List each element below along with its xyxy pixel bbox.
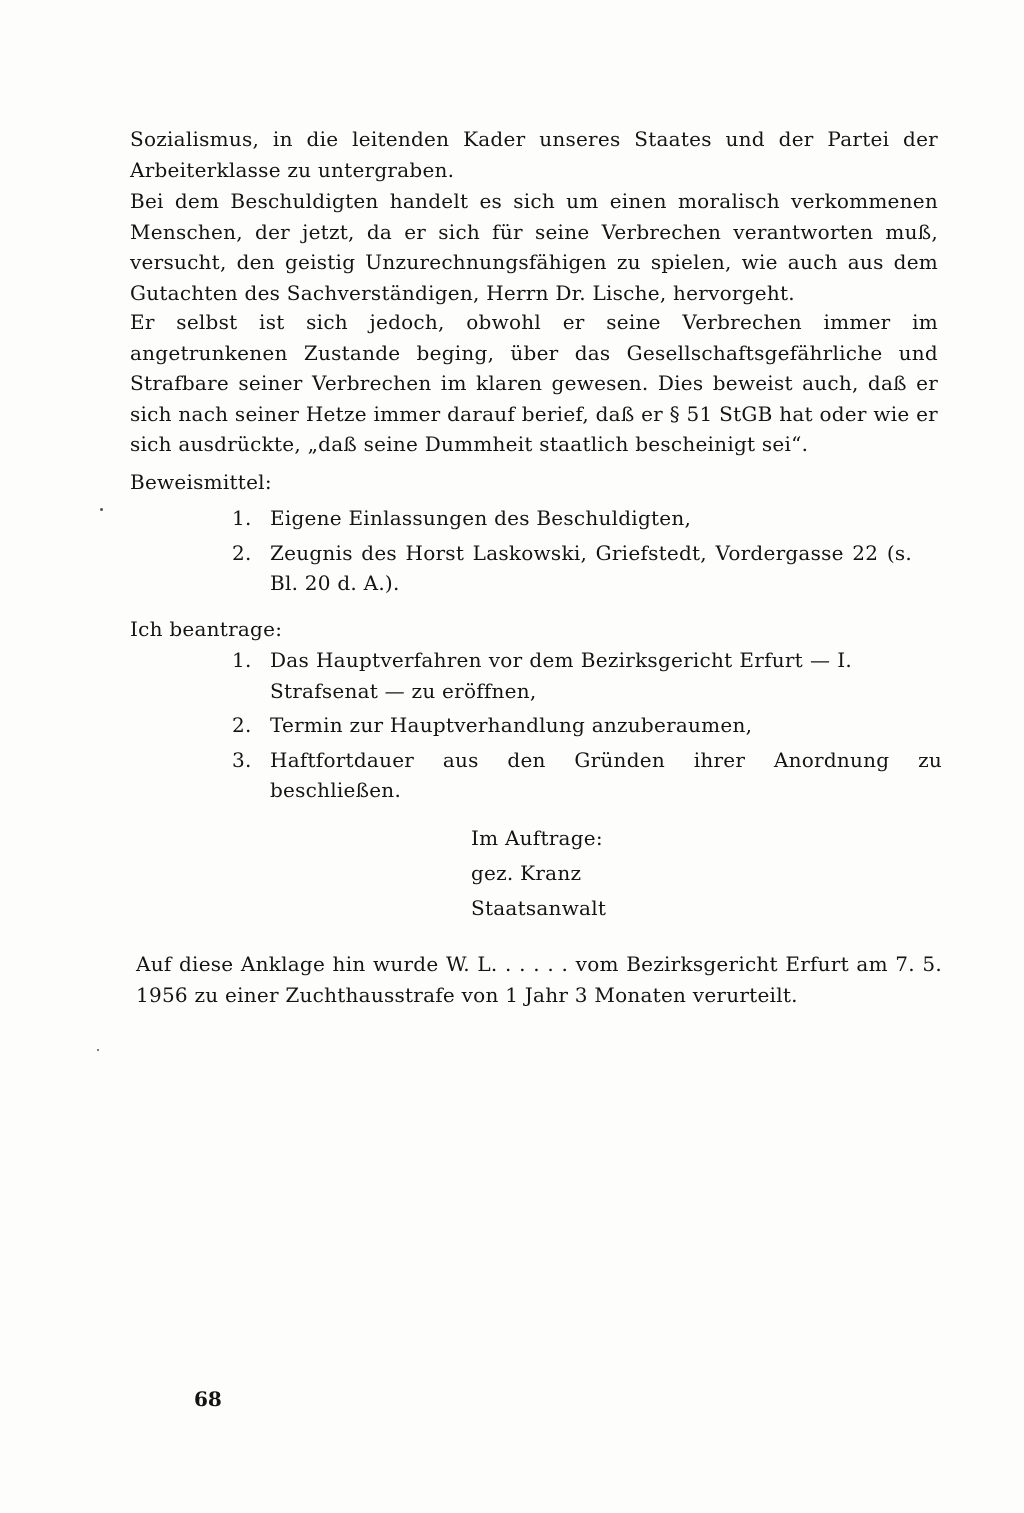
paragraph-1 — [130, 124, 938, 185]
scan-speck — [100, 508, 103, 511]
list-item-number: 1. — [232, 506, 252, 530]
signature-block — [471, 821, 606, 926]
list-item-number: 3. — [232, 747, 252, 772]
list-item-number: 2. — [232, 540, 252, 565]
list-item — [232, 745, 942, 806]
paragraph-3-text: Er selbst ist sich jedoch, obwohl er seine Verbrechen immer im angetrunkenen Zustande beging, über das Gesellschaftsgefährliche und Strafbare seiner Verbrechen im klaren gewesen. Dies beweist auch, daß er sich nach seiner Hetze immer darauf berief, daß er § 51 StGB hat oder wie er sich ausdrückte, „daß seine Dummheit staatlich bescheinigt sei“. — [130, 310, 938, 456]
list-item — [232, 503, 942, 534]
signature-mandate: Im Auftrage: — [471, 826, 603, 850]
signature-title: Staatsanwalt — [471, 896, 607, 920]
signature-name: gez. Kranz — [471, 861, 582, 885]
evidence-list — [232, 503, 942, 599]
closing-paragraph: Auf diese Anklage hin wurde W. L. . . . . . vom Bezirksgericht Erfurt am 7. 5. 1956 zu einer Zuchthausstrafe von 1 Jahr 3 Monaten verurteilt. — [136, 952, 942, 1007]
motions-heading: Ich beantrage: — [130, 617, 283, 641]
list-item — [232, 645, 942, 706]
list-item-text: Termin zur Hauptverhandlung anzuberaumen, — [270, 713, 753, 737]
page-number: 68 — [194, 1387, 222, 1411]
list-item-text: Haftfortdauer aus den Gründen ihrer Anordnung zu beschließen. — [270, 747, 942, 802]
list-item-number: 1. — [232, 648, 252, 672]
paragraph-2-text: Bei dem Beschuldigten handelt es sich um einen moralisch verkommenen Menschen, der jetzt, da er sich für seine Verbrechen verantworten muß, versucht, den geistig Unzurechnungsfähigen zu spielen, wie auch aus dem Gutachten des Sachverständigen, Herrn Dr. Lische, hervorgeht. — [130, 189, 938, 305]
motions-list — [232, 645, 942, 806]
list-item — [232, 710, 942, 741]
scan-speck — [97, 1049, 99, 1051]
list-item-text: Das Hauptverfahren vor dem Bezirksgericht Erfurt — I. Strafsenat — zu eröffnen, — [270, 648, 852, 703]
paragraph-1-text: Sozialismus, in die leitenden Kader unseres Staates und der Partei der Arbeiterklasse zu untergraben. — [130, 127, 938, 182]
evidence-heading: Beweismittel: — [130, 470, 272, 494]
list-item-text: Zeugnis des Horst Laskowski, Griefstedt, Vordergasse 22 (s. Bl. 20 d. A.). — [270, 540, 912, 595]
list-item — [232, 538, 942, 599]
paragraph-3 — [130, 307, 938, 460]
list-item-number: 2. — [232, 713, 252, 737]
paragraph-2 — [130, 186, 938, 308]
list-item-text: Eigene Einlassungen des Beschuldigten, — [270, 506, 692, 530]
